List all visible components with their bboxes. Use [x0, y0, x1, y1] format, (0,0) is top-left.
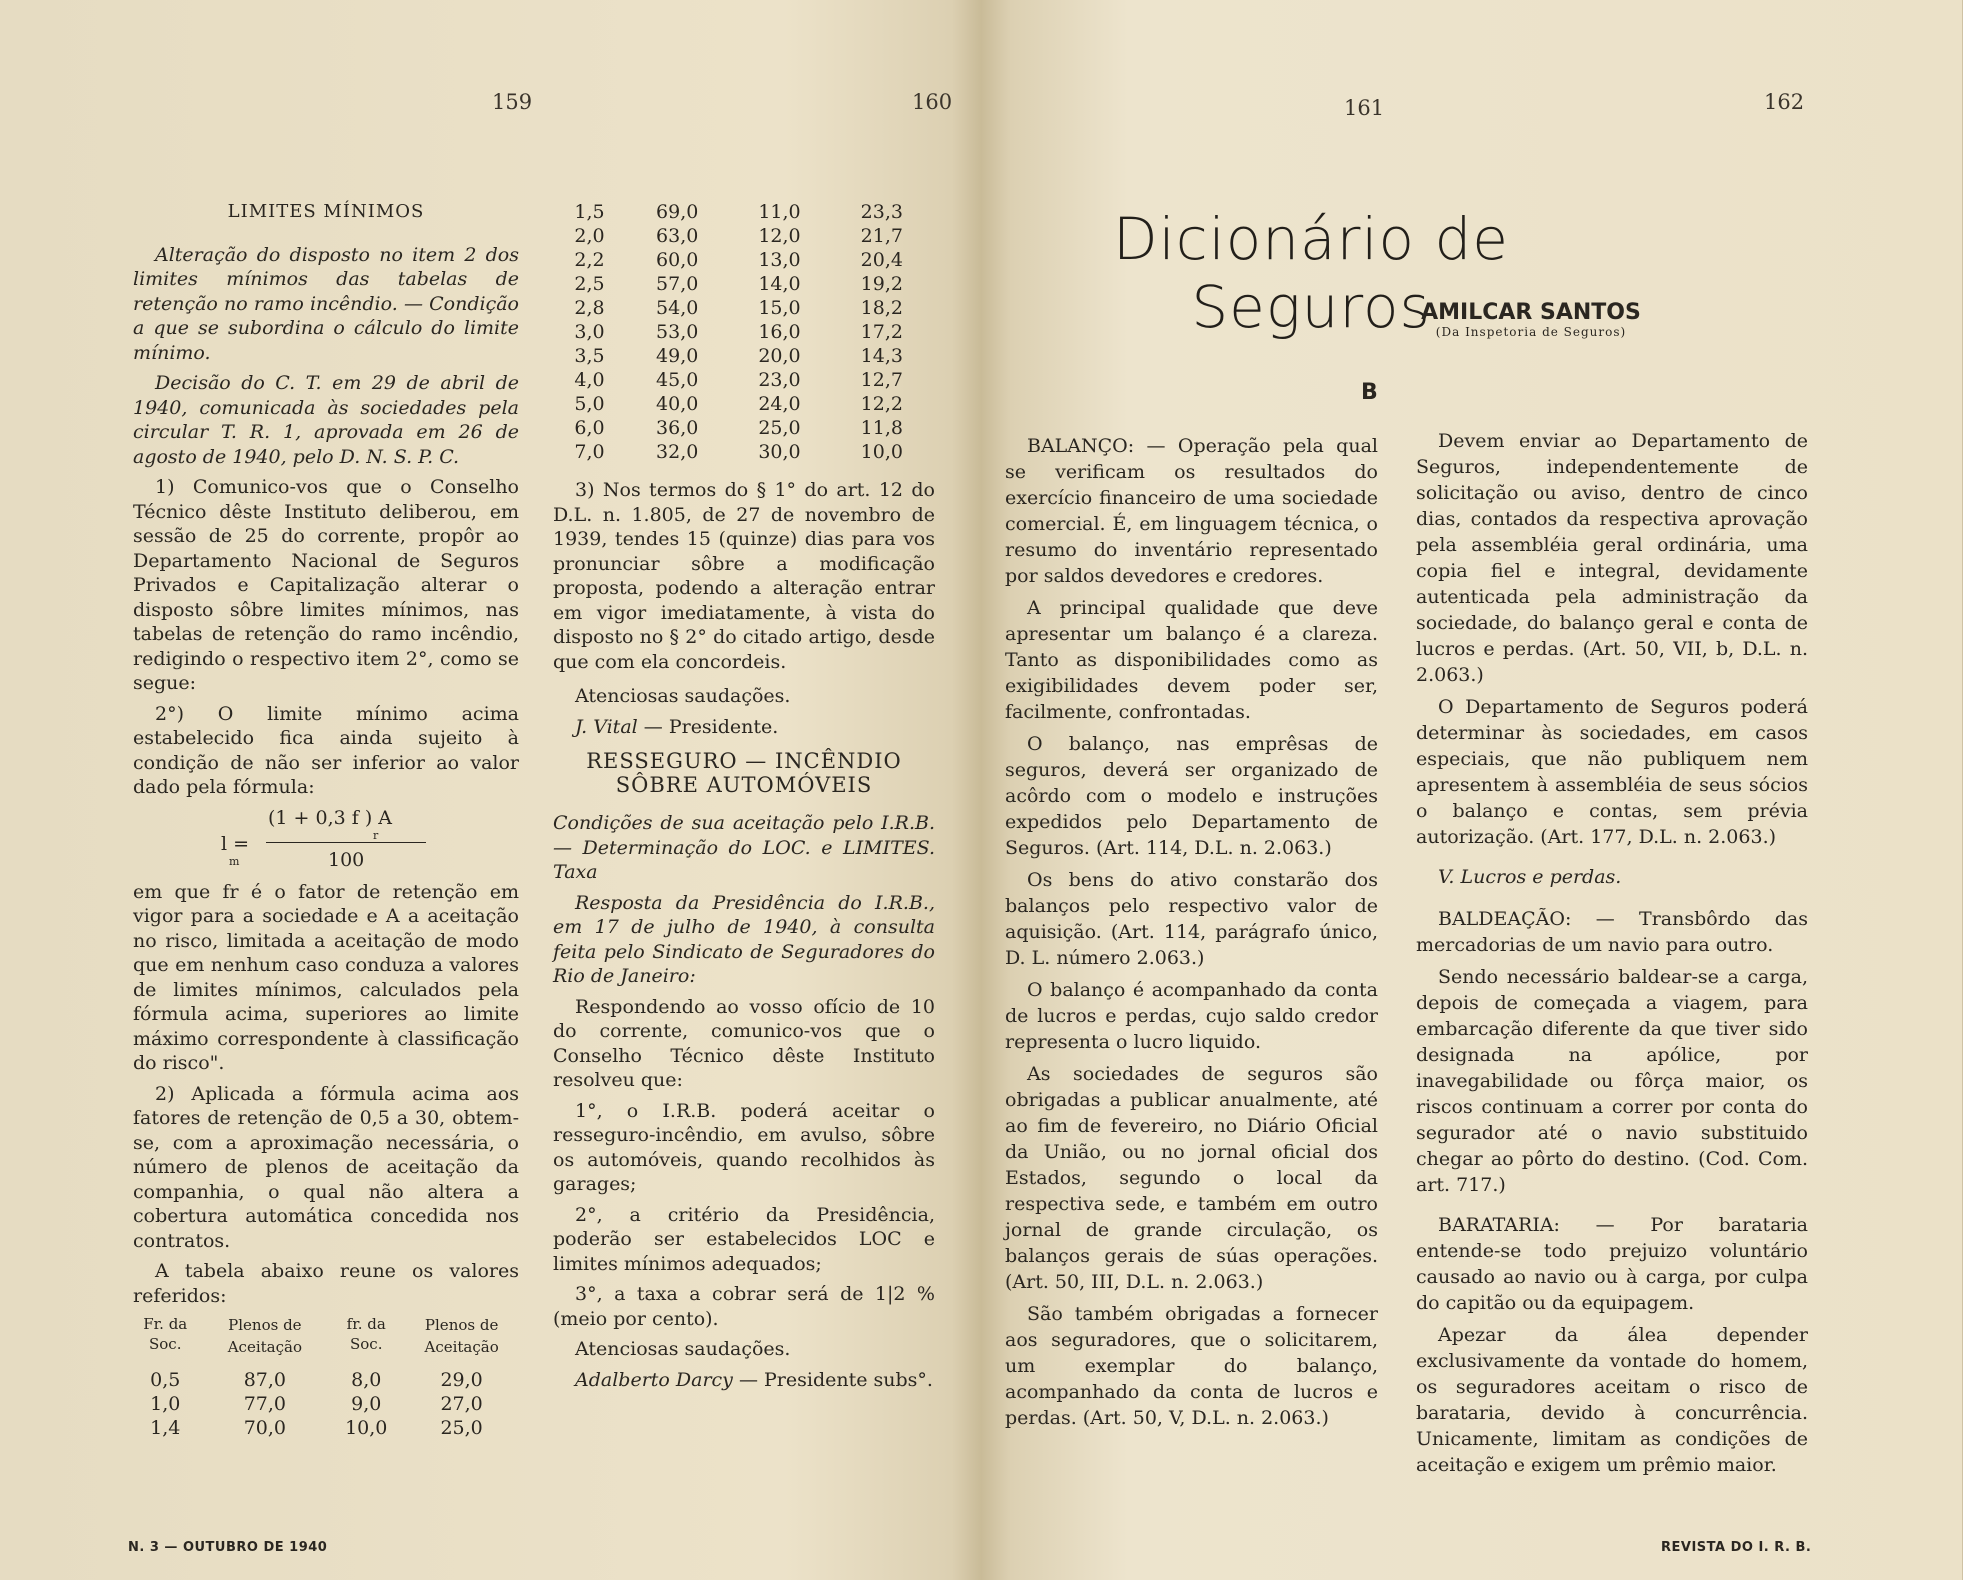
body-paragraph: São também obrigadas a fornecer aos seguradores, que o solicitarem, um exemplar do balanço, acompanhado da conta de lucros e perdas. (Art. 50, V, D.L. n. 2.063.): [1005, 1303, 1378, 1429]
table-cell: 15,0: [758, 297, 801, 319]
signature-role: — Presidente.: [643, 715, 779, 738]
table-cell: 7,0: [574, 441, 605, 463]
table-cell: 11,0: [758, 201, 801, 223]
table-row: [553, 368, 933, 392]
body-paragraph: A tabela abaixo reune os valores referidos:: [133, 1260, 519, 1307]
right-sheet: [981, 0, 1962, 1580]
table-cell: 6,0: [574, 417, 605, 439]
table-row: [553, 392, 933, 416]
table-cell: 12,7: [860, 369, 903, 391]
body-paragraph: 2°) O limite mínimo acima estabelecido fica ainda sujeito à condição de não ser inferior ao valor dado pela fórmula:: [133, 702, 519, 798]
table-cell: 20,4: [860, 249, 903, 271]
table-row: [553, 272, 933, 296]
dictionary-title: Dicionário de Seguros: [1113, 205, 1509, 341]
footer-issue: N. 3 — OUTUBRO DE 1940: [128, 1540, 328, 1555]
table-row: [553, 440, 933, 464]
page-number-161: 161: [1344, 96, 1385, 120]
table-cell: 14,3: [860, 345, 903, 367]
body-paragraph: Apezar da álea depender exclusivamente da vontade do homem, os seguradores aceitam o risco de barataria, devido à concurrência. Unicamente, limitam as condições de aceitação e exigem um prêmio maior.: [1416, 1324, 1808, 1476]
formula: [133, 806, 519, 872]
dictionary-letter: B: [1361, 380, 1378, 405]
table-cell: 12,0: [758, 225, 801, 247]
signature-darcy: [553, 1368, 935, 1393]
table-cell: 23,3: [860, 201, 903, 223]
dictionary-entry: BARATARIA: — Por barataria entende-se todo prejuizo voluntário causado ao navio ou à carga, por culpa do capitão ou da equipagem.: [1416, 1214, 1808, 1314]
page-160-column: [553, 200, 935, 1398]
table-cell: 25,0: [440, 1417, 483, 1439]
page-number-159: 159: [492, 90, 533, 114]
table-cell: 87,0: [243, 1369, 286, 1391]
table-cell: 40,0: [656, 393, 699, 415]
table-cell: 11,8: [860, 417, 903, 439]
formula-denominator: 100: [328, 848, 365, 871]
table-cell: 25,0: [758, 417, 801, 439]
section-reference: Resposta da Presidência do I.R.B., em 17 de julho de 1940, à consulta feita pelo Sindicato de Seguradores do Rio de Janeiro:: [553, 891, 935, 987]
table-cell: 19,2: [860, 273, 903, 295]
body-paragraph: 2°, a critério da Presidência, poderão ser estabelecidos LOC e limites mínimos adequados;: [553, 1203, 935, 1275]
table-cell: 30,0: [758, 441, 801, 463]
table-cell: 77,0: [243, 1393, 286, 1415]
table-cell: 1,0: [150, 1393, 181, 1415]
section-title-resseguro: RESSEGURO — INCÊNDIO SÔBRE AUTOMÓVEIS: [586, 749, 902, 797]
section-title-limites: LIMITES MÍNIMOS: [227, 201, 425, 222]
page-159-column: [133, 195, 519, 1440]
page-number-160: 160: [912, 90, 953, 114]
table-header: Fr. da Soc.: [143, 1315, 188, 1353]
formula-sub-m: m: [229, 854, 240, 868]
table-row: [129, 1416, 519, 1440]
body-paragraph: Devem enviar ao Departamento de Seguros, independentemente de solicitação ou aviso, dentro de cinco dias, contados da respectiva aprovação pela assembléia geral ordinária, uma copia fiel e integral, devidamente autenticada pela administração da sociedade, do balanço geral e conta de lucros e perdas. (Art. 50, VII, b, D.L. n. 2.063.): [1416, 430, 1808, 686]
decision-paragraph: Decisão do C. T. em 29 de abril de 1940, comunicada às sociedades pela circular T. R. 1, aprovada em 26 de agosto de 1940, pelo D. N. S. P. C.: [133, 372, 519, 468]
table-cell: 9,0: [351, 1393, 382, 1415]
body-paragraph: O balanço, nas emprêsas de seguros, deverá ser organizado de acôrdo com o modelo e instruções expedidos pelo Departamento de Seguros. (Art. 114, D.L. n. 2.063.): [1005, 733, 1378, 859]
table-row: [553, 416, 933, 440]
formula-numerator: (1 + 0,3 f ) A: [268, 806, 393, 829]
table-cell: 69,0: [656, 201, 699, 223]
table-header: Plenos de Aceitação: [227, 1316, 302, 1356]
table-row: [553, 248, 933, 272]
table-row: [553, 224, 933, 248]
table-cell: 13,0: [758, 249, 801, 271]
left-sheet: [0, 0, 981, 1580]
greeting: Atenciosas saudações.: [575, 1338, 791, 1360]
table-cell: 5,0: [574, 393, 605, 415]
table-cell: 12,2: [860, 393, 903, 415]
table-cell: 32,0: [656, 441, 699, 463]
section-subtitle: Condições de sua aceitação pelo I.R.B. — Determinação do LOC. e LIMITES. Taxa: [553, 812, 935, 883]
signature-name: J. Vital: [575, 715, 638, 738]
author-name: AMILCAR SANTOS: [1421, 300, 1641, 325]
retention-table-part1: [129, 1314, 519, 1440]
table-cell: 53,0: [656, 321, 699, 343]
body-paragraph: 2) Aplicada a fórmula acima aos fatores de retenção de 0,5 a 30, obtem-se, com a aproximação necessária, o número de plenos de aceitação da companhia, o qual não altera a cobertura automática concedida nos contratos.: [133, 1082, 519, 1252]
table-cell: 10,0: [860, 441, 903, 463]
formula-sub-r: r: [373, 828, 379, 842]
table-header: Plenos de Aceitação: [424, 1316, 499, 1356]
table-cell: 3,5: [574, 345, 605, 367]
table-cell: 1,5: [574, 201, 605, 223]
body-paragraph: A principal qualidade que deve apresentar um balanço é a clareza. Tanto as disponibilidades como as exigibilidades devem poder ser, facilmente, confrontadas.: [1005, 597, 1378, 723]
table-cell: 24,0: [758, 393, 801, 415]
table-cell: 2,5: [574, 273, 605, 295]
table-cell: 1,4: [150, 1417, 181, 1439]
body-paragraph: As sociedades de seguros são obrigadas a publicar anualmente, até ao fim de fevereiro, no Diário Oficial da União, ou no jornal oficial dos Estados, segundo o local da respectiva sede, e também em outro jornal de grande circulação, os balanços gerais de súas operações. (Art. 50, III, D.L. n. 2.063.): [1005, 1063, 1378, 1293]
table-cell: 45,0: [656, 369, 699, 391]
table-cell: 27,0: [440, 1393, 483, 1415]
table-cell: 54,0: [656, 297, 699, 319]
body-paragraph: Respondendo ao vosso ofício de 10 do corrente, comunico-vos que o Conselho Técnico dêste Instituto resolveu que:: [553, 995, 935, 1091]
author-block: [1381, 300, 1681, 339]
formula-lhs: l =: [221, 832, 250, 855]
table-cell: 63,0: [656, 225, 699, 247]
signature-vital: [553, 715, 935, 740]
table-cell: 18,2: [860, 297, 903, 319]
body-paragraph: Sendo necessário baldear-se a carga, depois de começada a viagem, para embarcação diferente da que tiver sido designada na apólice, por inavegabilidade ou fôrça maior, os riscos continuam a correr por conta do segurador até o navio substituido chegar ao pôrto do destino. (Cod. Com. art. 717.): [1416, 966, 1808, 1196]
body-paragraph: em que fr é o fator de retenção em vigor para a sociedade e A a aceitação no risco, limitada a aceitação de modo que em nenhum caso conduza a valores de limites mínimos, calculados pela fórmula acima, superiores ao limite máximo correspondente à classificação do risco".: [133, 880, 519, 1074]
author-institution: (Da Inspetoria de Seguros): [1435, 325, 1627, 339]
table-row: [129, 1392, 519, 1416]
formula-fraction-bar: [266, 842, 426, 843]
table-cell: 21,7: [860, 225, 903, 247]
table-cell: 2,8: [574, 297, 605, 319]
table-header-row: [129, 1314, 519, 1358]
greeting: Atenciosas saudações.: [575, 685, 791, 707]
body-paragraph: 3°, a taxa a cobrar será de 1|2 % (meio por cento).: [553, 1283, 935, 1330]
retention-table-part2: [553, 200, 933, 464]
table-cell: 17,2: [860, 321, 903, 343]
table-row: [553, 200, 933, 224]
body-paragraph: O Departamento de Seguros poderá determinar às sociedades, em casos especiais, que não publiquem nem apresentem à assembléia de seus sócios o balanço e contas, sem prévia autorização. (Art. 177, D.L. n. 2.063.): [1416, 696, 1808, 848]
cross-reference: V. Lucros e perdas.: [1438, 866, 1622, 888]
dictionary-entry: BALANÇO: — Operação pela qual se verificam os resultados do exercício financeiro de uma sociedade comercial. É, em linguagem técnica, o resumo do inventário representado por saldos devedores e credores.: [1005, 435, 1378, 587]
table-cell: 29,0: [440, 1369, 483, 1391]
dictionary-entry: BALDEAÇÃO: — Transbôrdo das mercadorias de um navio para outro.: [1416, 908, 1808, 956]
table-cell: 14,0: [758, 273, 801, 295]
table-cell: 4,0: [574, 369, 605, 391]
body-paragraph: 1) Comunico-vos que o Conselho Técnico dêste Instituto deliberou, em sessão de 25 do corrente, propôr ao Departamento Nacional de Seguros Privados e Capitalização alterar o disposto sôbre limites mínimos, nas tabelas de retenção do ramo incêndio, redigindo o respectivo item 2°, como se segue:: [133, 476, 519, 694]
body-paragraph: 3) Nos termos do § 1° do art. 12 do D.L. n. 1.805, de 27 de novembro de 1939, tendes 15 (quinze) dias para vos pronunciar sôbre a modificação proposta, podendo a alteração entrar em vigor imediatamente, à vista do disposto no § 2° do citado artigo, desde que com ela concordeis.: [553, 479, 935, 673]
table-cell: 8,0: [351, 1369, 382, 1391]
table-cell: 23,0: [758, 369, 801, 391]
table-cell: 2,0: [574, 225, 605, 247]
table-cell: 2,2: [574, 249, 605, 271]
table-row: [553, 320, 933, 344]
table-cell: 20,0: [758, 345, 801, 367]
table-cell: 16,0: [758, 321, 801, 343]
body-paragraph: 1°, o I.R.B. poderá aceitar o resseguro-incêndio, em avulso, sôbre os automóveis, quando recolhidos às garages;: [553, 1099, 935, 1195]
table-row: [129, 1368, 519, 1392]
signature-role: — Presidente subs°.: [738, 1368, 933, 1391]
table-cell: 0,5: [150, 1369, 181, 1391]
table-header: fr. da Soc.: [346, 1315, 386, 1353]
table-row: [553, 344, 933, 368]
summary-paragraph: Alteração do disposto no item 2 dos limites mínimos das tabelas de retenção no ramo incêndio. — Condição a que se subordina o cálculo do limite mínimo.: [133, 243, 519, 364]
footer-magazine: REVISTA DO I. R. B.: [1661, 1540, 1812, 1555]
table-cell: 60,0: [656, 249, 699, 271]
table-cell: 57,0: [656, 273, 699, 295]
table-cell: 70,0: [243, 1417, 286, 1439]
table-cell: 49,0: [656, 345, 699, 367]
page-number-162: 162: [1764, 90, 1805, 114]
table-row: [553, 296, 933, 320]
table-cell: 3,0: [574, 321, 605, 343]
page-162-column: [1416, 428, 1808, 1484]
table-cell: 36,0: [656, 417, 699, 439]
body-paragraph: Os bens do ativo constarão dos balanços pelo respectivo valor de aquisição. (Art. 114, parágrafo único, D. L. número 2.063.): [1005, 869, 1378, 969]
page-161-column: [1005, 433, 1378, 1437]
signature-name: Adalberto Darcy: [575, 1368, 733, 1391]
body-paragraph: O balanço é acompanhado da conta de lucros e perdas, cujo saldo credor representa o lucro liquido.: [1005, 979, 1378, 1053]
table-cell: 10,0: [345, 1417, 388, 1439]
